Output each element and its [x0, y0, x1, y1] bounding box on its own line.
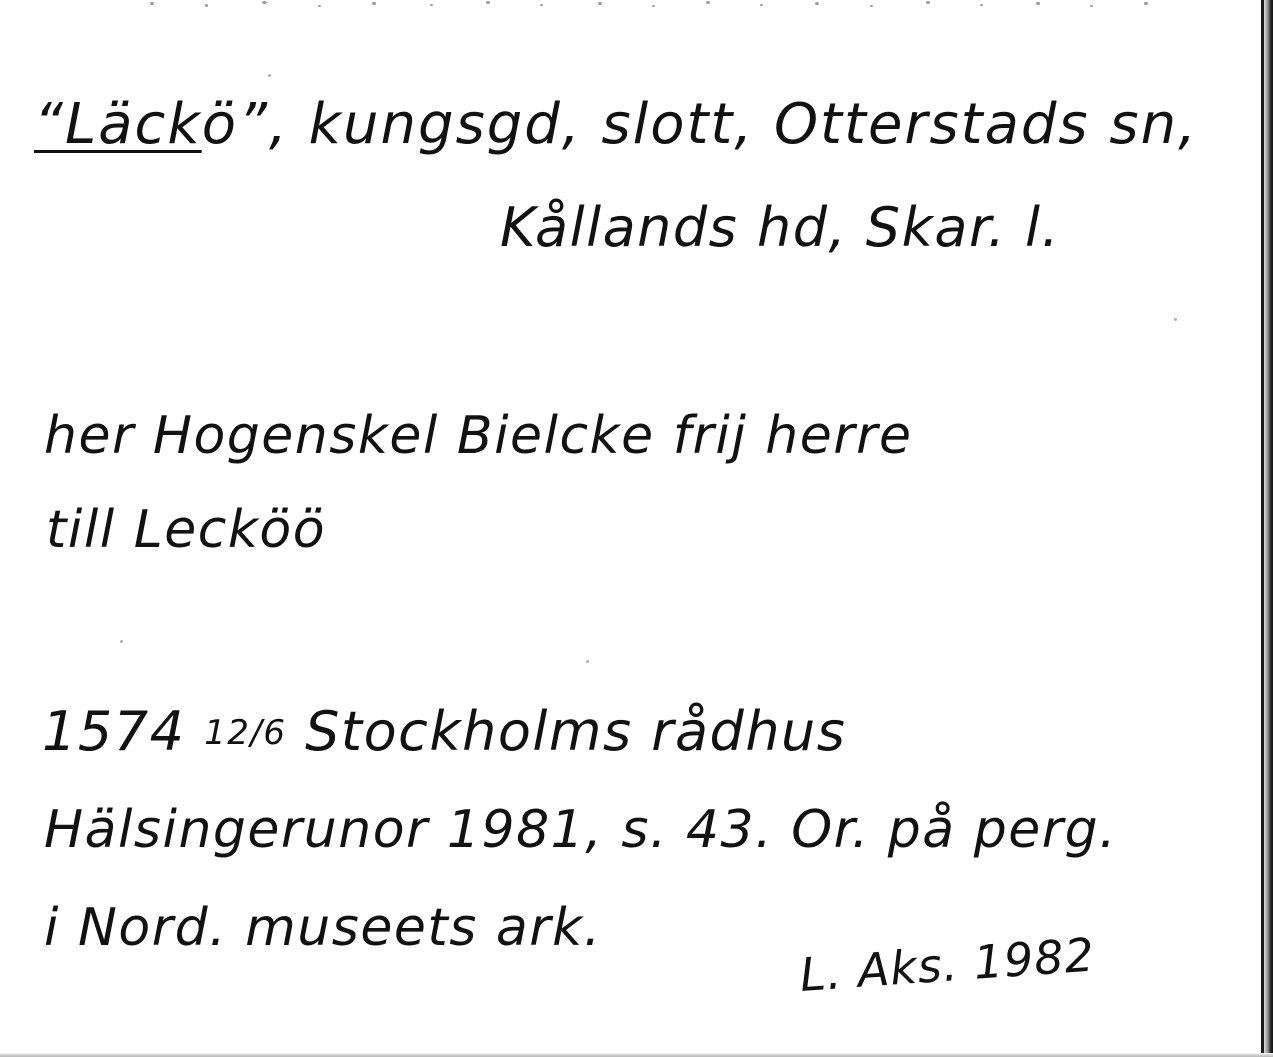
scan-speck [262, 1, 267, 4]
scan-speck [150, 2, 154, 5]
headword-line-2: Kållands hd, Skar. l. [500, 196, 1061, 259]
scan-dust [120, 640, 123, 643]
attestation-line-2: till Lecköö [46, 500, 327, 560]
scan-dust [268, 74, 271, 77]
scan-speck [540, 4, 543, 6]
headword-rest: ö”, kungsgd, slott, Otterstads sn, [201, 92, 1198, 157]
scan-speck [706, 1, 710, 4]
scan-speck [760, 4, 763, 6]
scan-speck [1036, 2, 1040, 5]
scan-speck [205, 4, 208, 7]
scan-speck [1144, 2, 1148, 5]
source-line-1 [42, 700, 846, 763]
headword-line-1 [34, 92, 1198, 157]
scan-dust [586, 660, 589, 663]
source-date: 12/6 [204, 713, 287, 753]
scan-speck [486, 1, 490, 4]
scan-speck [980, 4, 983, 6]
card-bottom-edge [0, 1053, 1273, 1057]
source-place: Stockholms rådhus [305, 700, 847, 763]
scan-dust [1174, 318, 1177, 321]
scan-speck [926, 1, 930, 4]
scan-speck [815, 2, 819, 5]
scan-speck [652, 5, 655, 7]
source-year: 1574 [42, 700, 186, 763]
headword-underlined: “Läck [34, 92, 202, 157]
attestation-line-1: her Hogenskel Bielcke frij herre [44, 406, 913, 466]
scan-speck [318, 5, 321, 7]
scan-speck [430, 4, 433, 6]
source-line-2: Hälsingerunor 1981, s. 43. Or. på perg. [44, 800, 1118, 860]
scan-speck [372, 2, 376, 5]
scan-speck [870, 5, 873, 7]
scan-speck [598, 2, 602, 5]
card-right-border-line [1261, 0, 1264, 1057]
scan-speck [1090, 5, 1093, 7]
signature: L. Aks. 1982 [798, 927, 1097, 1002]
source-line-3: i Nord. museets ark. [44, 898, 602, 958]
